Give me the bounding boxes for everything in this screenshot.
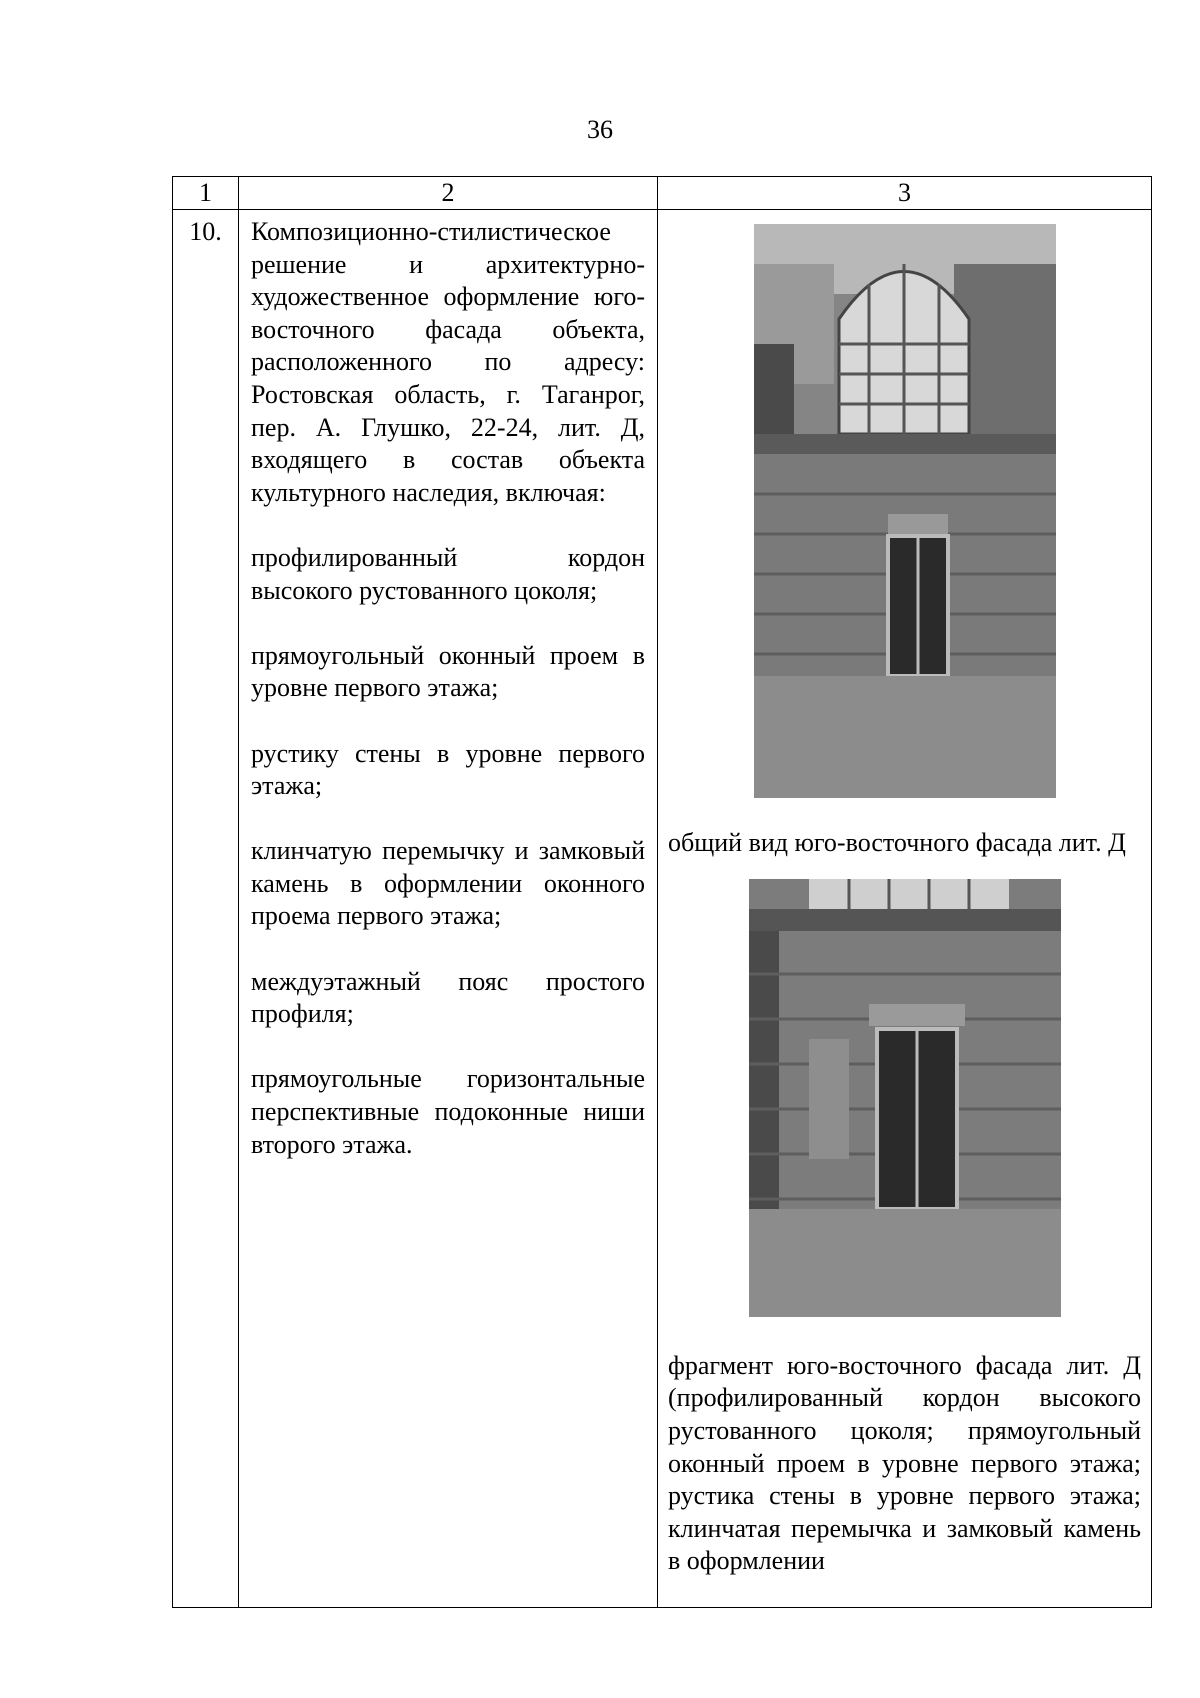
header-col-2: 2 (239, 177, 658, 210)
description-paragraph: клинчатую перемычку и замковый камень в оформлении оконного проема первого этажа; (251, 836, 645, 931)
description-cell (239, 210, 658, 1608)
photo-caption-fragment: фрагмент юго-восточного фасада лит. Д (профилированный кордон высокого рустованного цоколя; прямоугольный оконный проем в уровне первого этажа; рустика стены в уровне первого этажа; клинчатая перемычка и замковый камень в оформлении (668, 1350, 1141, 1576)
header-col-1: 1 (173, 177, 239, 210)
table-row (173, 210, 1152, 1608)
description-paragraph: профилированный кордон высокого рустованного цоколя; (251, 542, 645, 605)
facade-fragment-photo (749, 879, 1061, 1317)
description-paragraph: Композиционно-стилистическое решение и архитектурно-художественное оформление юго-восточного фасада объекта, расположенного по адресу: Ростовская область, г. Таганрог, пер. А. Глушко, 22-24, лит. Д, входящего в состав объекта культурного наследия, включая: (251, 217, 645, 507)
header-col-3: 3 (658, 177, 1152, 210)
photo-cell (658, 210, 1152, 1608)
description-paragraph: междуэтажный пояс простого профиля; (251, 966, 645, 1029)
description-paragraph: рустику стены в уровне первого этажа; (251, 738, 645, 801)
photo-caption-general-view: общий вид юго-восточного фасада лит. Д (668, 827, 1126, 857)
heritage-table (172, 176, 1152, 1608)
page-number: 36 (587, 115, 613, 144)
table-header-row (173, 177, 1152, 210)
row-number: 10. (173, 210, 239, 1608)
description-paragraph: прямоугольный оконный проем в уровне первого этажа; (251, 640, 645, 703)
description-paragraph: прямоугольные горизонтальные перспективные подоконные ниши второго этажа. (251, 1064, 645, 1159)
facade-general-view-photo (754, 224, 1056, 798)
